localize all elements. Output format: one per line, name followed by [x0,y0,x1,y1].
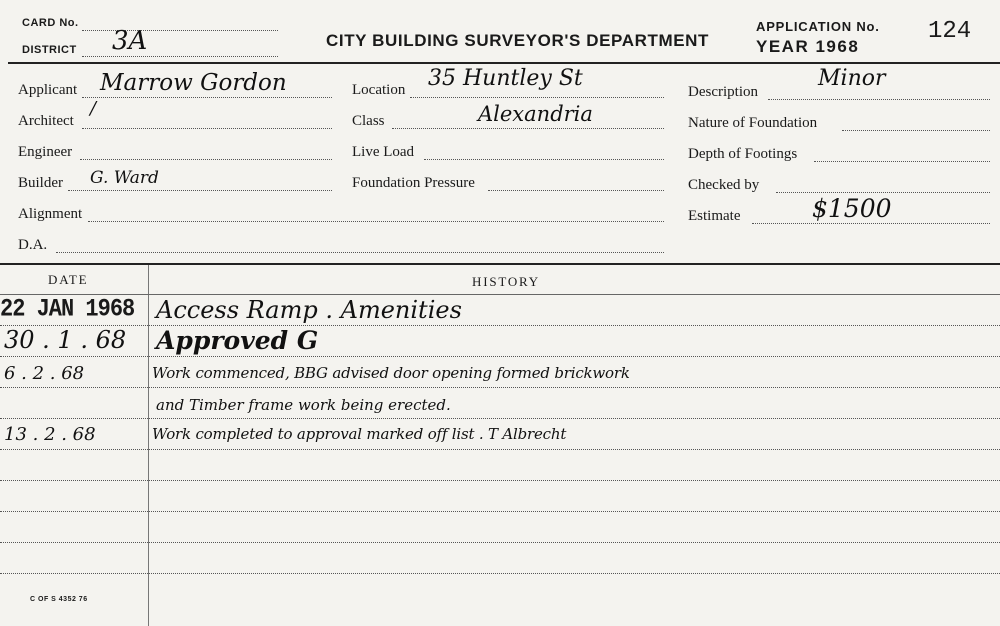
history-header-rule [0,294,1000,295]
checked-by-line [776,192,990,193]
engineer-line [80,159,332,160]
description-value: Minor [818,66,886,91]
year-label: YEAR 1968 [756,37,860,56]
class-label: Class [352,113,385,129]
builder-value: G. Ward [90,168,159,188]
district-value: 3A [112,26,148,56]
history-entry: Work completed to approval marked off list . T Albrecht [152,425,567,443]
estimate-line [752,223,990,224]
live-load-line [424,159,664,160]
history-ruled-line [0,480,1000,481]
history-ruled-line [0,387,1000,388]
header-rule [8,62,1000,64]
history-date: 30 . 1 . 68 [4,326,127,354]
history-ruled-line [0,573,1000,574]
card-no-label: CARD No. [22,17,79,29]
history-ruled-line [0,325,1000,326]
class-value: Alexandria [478,102,593,126]
date-column-divider [148,265,149,626]
description-line [768,99,990,100]
application-label: APPLICATION No. [756,19,880,34]
checked-by-label: Checked by [688,177,760,193]
applicant-value: Marrow Gordon [100,70,287,96]
application-number: 124 [928,18,972,45]
history-date: 6 . 2 . 68 [4,363,85,384]
class-line [392,128,664,129]
district-label: DISTRICT [22,44,77,56]
history-column-header: HISTORY [472,274,540,289]
depth-of-footings-line [814,161,990,162]
nature-of-foundation-line [842,130,990,131]
depth-of-footings-label: Depth of Footings [688,146,798,162]
nature-of-foundation-label: Nature of Foundation [688,115,818,131]
alignment-label: Alignment [18,206,83,222]
engineer-label: Engineer [18,144,73,160]
live-load-label: Live Load [352,144,415,160]
location-value: 35 Huntley St [428,66,583,91]
history-entry: and Timber frame work being erected. [156,396,451,414]
foundation-pressure-label: Foundation Pressure [352,175,475,191]
estimate-value: $1500 [812,194,892,223]
history-date: 13 . 2 . 68 [4,424,96,445]
foundation-pressure-line [488,190,664,191]
history-ruled-line [0,449,1000,450]
da-line [56,252,664,253]
district-line [82,56,278,57]
date-column-header: DATE [48,272,89,287]
history-ruled-line [0,511,1000,512]
architect-value: / [90,98,97,119]
history-date: 22 JAN 1968 [0,295,135,324]
location-line [410,97,664,98]
form-code: C OF S 4352 76 [30,596,88,603]
description-label: Description [688,84,758,100]
builder-line [68,190,332,191]
location-label: Location [352,82,406,98]
history-ruled-line [0,356,1000,357]
applicant-label: Applicant [18,82,78,98]
history-entry: Access Ramp . Amenities [156,296,462,324]
applicant-line [82,97,332,98]
history-entry: Approved G [156,326,319,355]
alignment-line [88,221,664,222]
history-ruled-line [0,418,1000,419]
history-entry: Work commenced, BBG advised door opening formed brickwork [152,364,630,382]
da-label: D.A. [18,237,48,253]
department-title: CITY BUILDING SURVEYOR'S DEPARTMENT [326,31,710,50]
history-ruled-line [0,542,1000,543]
history-top-rule [0,263,1000,265]
estimate-label: Estimate [688,208,741,224]
builder-label: Builder [18,175,63,191]
architect-line [82,128,332,129]
architect-label: Architect [18,113,74,129]
